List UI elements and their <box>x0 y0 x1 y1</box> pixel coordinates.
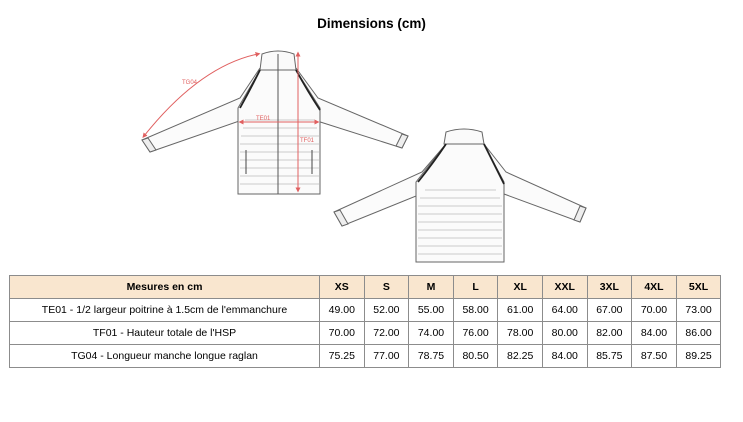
table-cell: 82.25 <box>498 345 543 368</box>
table-cell: 64.00 <box>542 299 587 322</box>
table-cell: 80.00 <box>542 322 587 345</box>
table-cell: 58.00 <box>453 299 498 322</box>
jacket-illustration <box>120 40 600 265</box>
page-title: Dimensions (cm) <box>317 16 426 31</box>
table-cell: 89.25 <box>676 345 721 368</box>
header-size-xl: XL <box>498 276 543 299</box>
table-header-row <box>10 276 721 299</box>
table-row <box>10 345 721 368</box>
table-cell: 86.00 <box>676 322 721 345</box>
header-size-5xl: 5XL <box>676 276 721 299</box>
table-cell: 82.00 <box>587 322 632 345</box>
table-cell: 49.00 <box>320 299 365 322</box>
table-cell: 75.25 <box>320 345 365 368</box>
tf01-label: TF01 <box>300 138 315 144</box>
table-row <box>10 322 721 345</box>
row-label: TF01 - Hauteur totale de l'HSP <box>10 322 320 345</box>
table-cell: 76.00 <box>453 322 498 345</box>
header-size-l: L <box>453 276 498 299</box>
table-cell: 78.75 <box>409 345 454 368</box>
table-cell: 61.00 <box>498 299 543 322</box>
header-size-xxl: XXL <box>542 276 587 299</box>
table-cell: 77.00 <box>364 345 409 368</box>
table-cell: 70.00 <box>320 322 365 345</box>
size-table <box>9 275 721 368</box>
table-cell: 72.00 <box>364 322 409 345</box>
table-row <box>10 299 721 322</box>
jacket-back-icon <box>334 129 586 262</box>
header-size-m: M <box>409 276 454 299</box>
header-size-s: S <box>364 276 409 299</box>
table-cell: 67.00 <box>587 299 632 322</box>
row-label: TE01 - 1/2 largeur poitrine à 1.5cm de l'emmanchure <box>10 299 320 322</box>
te01-label: TE01 <box>256 116 271 122</box>
tg04-label: TG04 <box>182 80 198 86</box>
table-cell: 73.00 <box>676 299 721 322</box>
header-size-4xl: 4XL <box>632 276 677 299</box>
table-cell: 70.00 <box>632 299 677 322</box>
table-cell: 74.00 <box>409 322 454 345</box>
table-cell: 85.75 <box>587 345 632 368</box>
table-cell: 78.00 <box>498 322 543 345</box>
table-cell: 84.00 <box>632 322 677 345</box>
table-cell: 52.00 <box>364 299 409 322</box>
table-cell: 55.00 <box>409 299 454 322</box>
table-cell: 87.50 <box>632 345 677 368</box>
table-cell: 80.50 <box>453 345 498 368</box>
table-cell: 84.00 <box>542 345 587 368</box>
header-measures: Mesures en cm <box>10 276 320 299</box>
row-label: TG04 - Longueur manche longue raglan <box>10 345 320 368</box>
header-size-xs: XS <box>320 276 365 299</box>
header-size-3xl: 3XL <box>587 276 632 299</box>
